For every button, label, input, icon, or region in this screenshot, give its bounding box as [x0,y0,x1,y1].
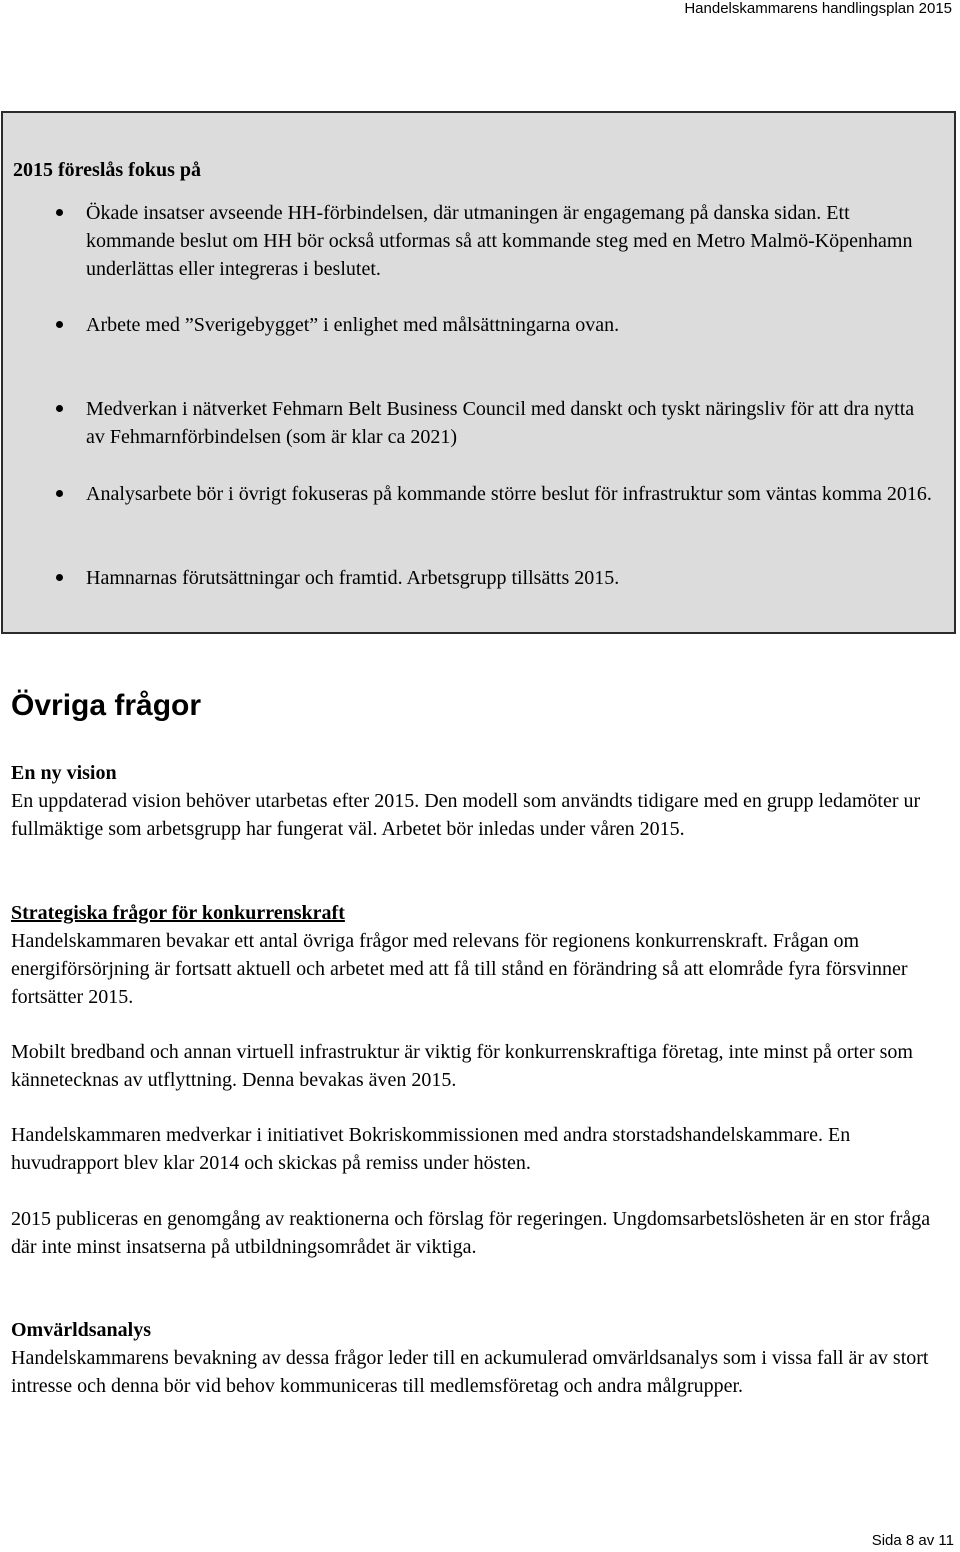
focus-item: Arbete med ”Sverigebygget” i enlighet med målsättningarna ovan. [86,311,936,339]
page-number: Sida 8 av 11 [871,1532,954,1549]
strategic-title: Strategiska frågor för konkurrenskraft [11,902,345,924]
youth-paragraph: 2015 publiceras en genomgång av reaktionerna och förslag för regeringen. Ungdomsarbetslösheten är en stor fråga där inte minst insatserna på utbildningsområdet är viktiga. [11,1208,931,1258]
bullet-icon [56,321,63,328]
focus-title: 2015 föreslås fokus på [13,159,201,181]
analysis-block [11,1316,941,1400]
vision-title: En ny vision [11,762,117,784]
bullet-icon [56,490,63,497]
bullet-icon [56,405,63,412]
running-header: Handelskammarens handlingsplan 2015 [684,0,952,17]
focus-box [1,111,956,634]
vision-text: En uppdaterad vision behöver utarbetas efter 2015. Den modell som användts tidigare med en grupp ledamöter ur fullmäktige som arbetsgrupp har fungerat väl. Arbetet bör inledas under våren 2015. [11,790,921,840]
strategic-text: Handelskammaren bevakar ett antal övriga frågor med relevans för regionens konkurrenskraft. Frågan om energiförsörjning är fortsatt aktuell och arbetet med att få till stånd en förändring så att elområde fyra försvinner fortsätter 2015. [11,930,908,1008]
analysis-text: Handelskammarens bevakning av dessa frågor leder till en ackumulerad omvärldsanalys som i vissa fall är av stort intresse och denna bör vid behov kommuniceras till medlemsföretag och andra målgrupper. [11,1347,929,1397]
section-heading: Övriga frågor [11,689,202,722]
focus-item: Medverkan i nätverket Fehmarn Belt Business Council med danskt och tyskt näringsliv för att dra nytta av Fehmarnförbindelsen (som är klar ca 2021) [86,395,936,451]
broadband-paragraph: Mobilt bredband och annan virtuell infrastruktur är viktig för konkurrenskraftiga företag, inte minst på orter som kännetecknas av utflyttning. Denna bevakas även 2015. [11,1041,913,1091]
bullet-icon [56,209,63,216]
focus-item: Hamnarnas förutsättningar och framtid. Arbetsgrupp tillsätts 2015. [86,564,936,592]
vision-block [11,759,941,843]
bokris-paragraph: Handelskammaren medverkar i initiativet Bokriskommissionen med andra storstadshandelskammare. En huvudrapport blev klar 2014 och skickas på remiss under hösten. [11,1124,851,1174]
analysis-title: Omvärldsanalys [11,1319,152,1341]
focus-item: Analysarbete bör i övrigt fokuseras på kommande större beslut för infrastruktur som väntas komma 2016. [86,480,936,508]
bullet-icon [56,574,63,581]
focus-item: Ökade insatser avseende HH-förbindelsen, där utmaningen är engagemang på danska sidan. Ett kommande beslut om HH bör också utformas så att kommande steg med en Metro Malmö-Köpenhamn underlättas eller integreras i beslutet. [86,199,936,283]
strategic-block [11,899,941,1011]
